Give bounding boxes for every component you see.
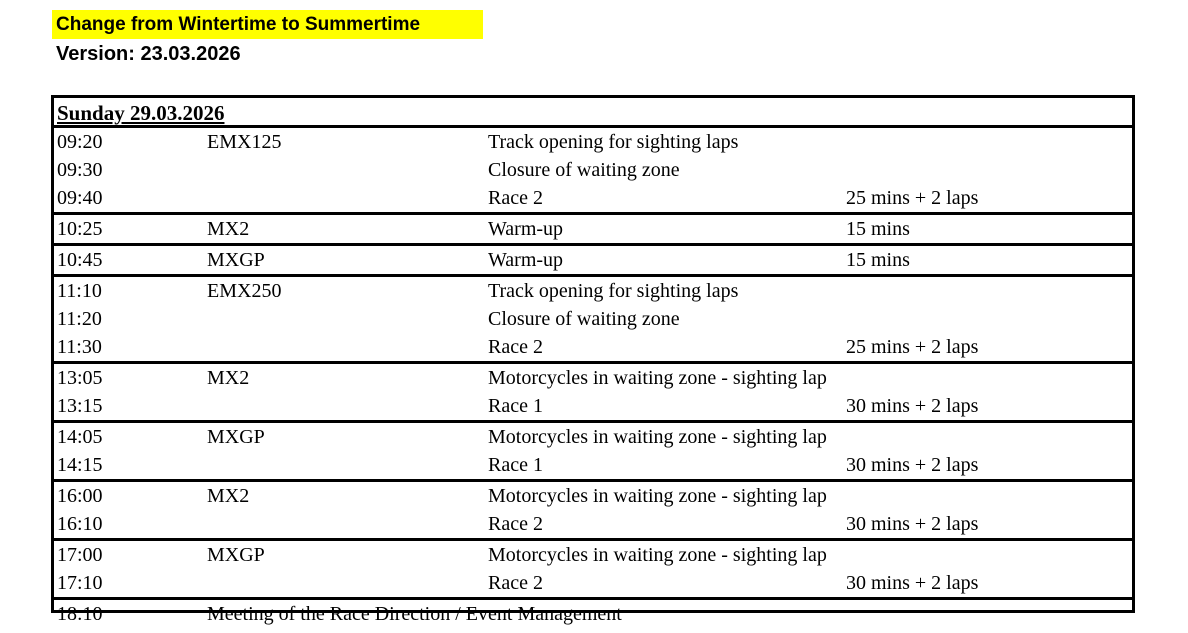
event-cell: Race 1	[488, 454, 543, 476]
time-cell: 13:15	[57, 395, 103, 417]
time-cell: 17:10	[57, 572, 103, 594]
table-row	[54, 364, 1132, 392]
event-cell: Race 2	[488, 513, 543, 535]
table-row	[54, 541, 1132, 569]
version-label: Version: 23.03.2026	[56, 43, 241, 65]
table-row	[54, 277, 1132, 305]
time-cell: 11:20	[57, 308, 102, 330]
time-cell: 09:30	[57, 159, 103, 181]
class-cell: MX2	[207, 485, 250, 507]
class-cell: MX2	[207, 367, 250, 389]
schedule-groups	[54, 128, 1132, 628]
event-cell: Warm-up	[488, 218, 564, 240]
time-cell: 16:10	[57, 513, 103, 535]
time-cell: 16:00	[57, 485, 103, 507]
time-cell: 11:30	[57, 336, 102, 358]
event-cell: Closure of waiting zone	[488, 308, 680, 330]
duration-cell: 25 mins + 2 laps	[846, 336, 979, 358]
duration-cell: 15 mins	[846, 218, 910, 240]
event-cell: Motorcycles in waiting zone - sighting lap	[488, 485, 827, 507]
schedule-group	[54, 277, 1132, 364]
table-row	[54, 184, 1132, 212]
event-cell: Track opening for sighting laps	[488, 131, 739, 153]
table-row	[54, 569, 1132, 597]
event-cell: Motorcycles in waiting zone - sighting lap	[488, 367, 827, 389]
event-cell: Race 2	[488, 336, 543, 358]
event-cell: Track opening for sighting laps	[488, 280, 739, 302]
table-row	[54, 451, 1132, 479]
duration-cell: 30 mins + 2 laps	[846, 513, 979, 535]
class-cell: MXGP	[207, 544, 265, 566]
table-row	[54, 392, 1132, 420]
event-cell: Race 2	[488, 187, 543, 209]
event-cell: Motorcycles in waiting zone - sighting lap	[488, 426, 827, 448]
table-row	[54, 600, 1132, 628]
event-cell: Motorcycles in waiting zone - sighting lap	[488, 544, 827, 566]
time-cell: 17:00	[57, 544, 103, 566]
table-row	[54, 482, 1132, 510]
time-cell: 10:45	[57, 249, 103, 271]
schedule-table	[51, 95, 1135, 625]
duration-cell: 25 mins + 2 laps	[846, 187, 979, 209]
day-header: Sunday 29.03.2026	[54, 98, 1132, 128]
schedule-group	[54, 128, 1132, 215]
schedule-group	[54, 246, 1132, 277]
event-cell: Race 1	[488, 395, 543, 417]
class-cell: MXGP	[207, 249, 265, 271]
duration-cell: 30 mins + 2 laps	[846, 395, 979, 417]
time-cell: 14:05	[57, 426, 103, 448]
class-cell: EMX125	[207, 131, 282, 153]
table-row	[54, 156, 1132, 184]
time-cell: 11:10	[57, 280, 102, 302]
table-row	[54, 510, 1132, 538]
duration-cell: 15 mins	[846, 249, 910, 271]
event-cell: Race 2	[488, 572, 543, 594]
event-cell: Closure of waiting zone	[488, 159, 680, 181]
time-cell: 09:20	[57, 131, 103, 153]
duration-cell: 30 mins + 2 laps	[846, 454, 979, 476]
class-cell: Meeting of the Race Direction / Event Management	[207, 603, 622, 625]
schedule-group	[54, 364, 1132, 423]
table-row	[54, 128, 1132, 156]
document-title: Change from Wintertime to Summertime	[52, 10, 483, 39]
table-row	[54, 423, 1132, 451]
time-cell: 10:25	[57, 218, 103, 240]
time-cell: 09:40	[57, 187, 103, 209]
table-row	[54, 333, 1132, 361]
time-cell: 14:15	[57, 454, 103, 476]
schedule-group	[54, 423, 1132, 482]
class-cell: MXGP	[207, 426, 265, 448]
schedule-group	[54, 541, 1132, 600]
time-cell: 18:10	[57, 603, 103, 625]
time-cell: 13:05	[57, 367, 103, 389]
class-cell: MX2	[207, 218, 250, 240]
duration-cell: 30 mins + 2 laps	[846, 572, 979, 594]
table-row	[54, 215, 1132, 243]
schedule-group	[54, 215, 1132, 246]
schedule-group	[54, 482, 1132, 541]
table-row	[54, 246, 1132, 274]
table-row	[54, 305, 1132, 333]
schedule-group	[54, 600, 1132, 628]
class-cell: EMX250	[207, 280, 282, 302]
event-cell: Warm-up	[488, 249, 564, 271]
